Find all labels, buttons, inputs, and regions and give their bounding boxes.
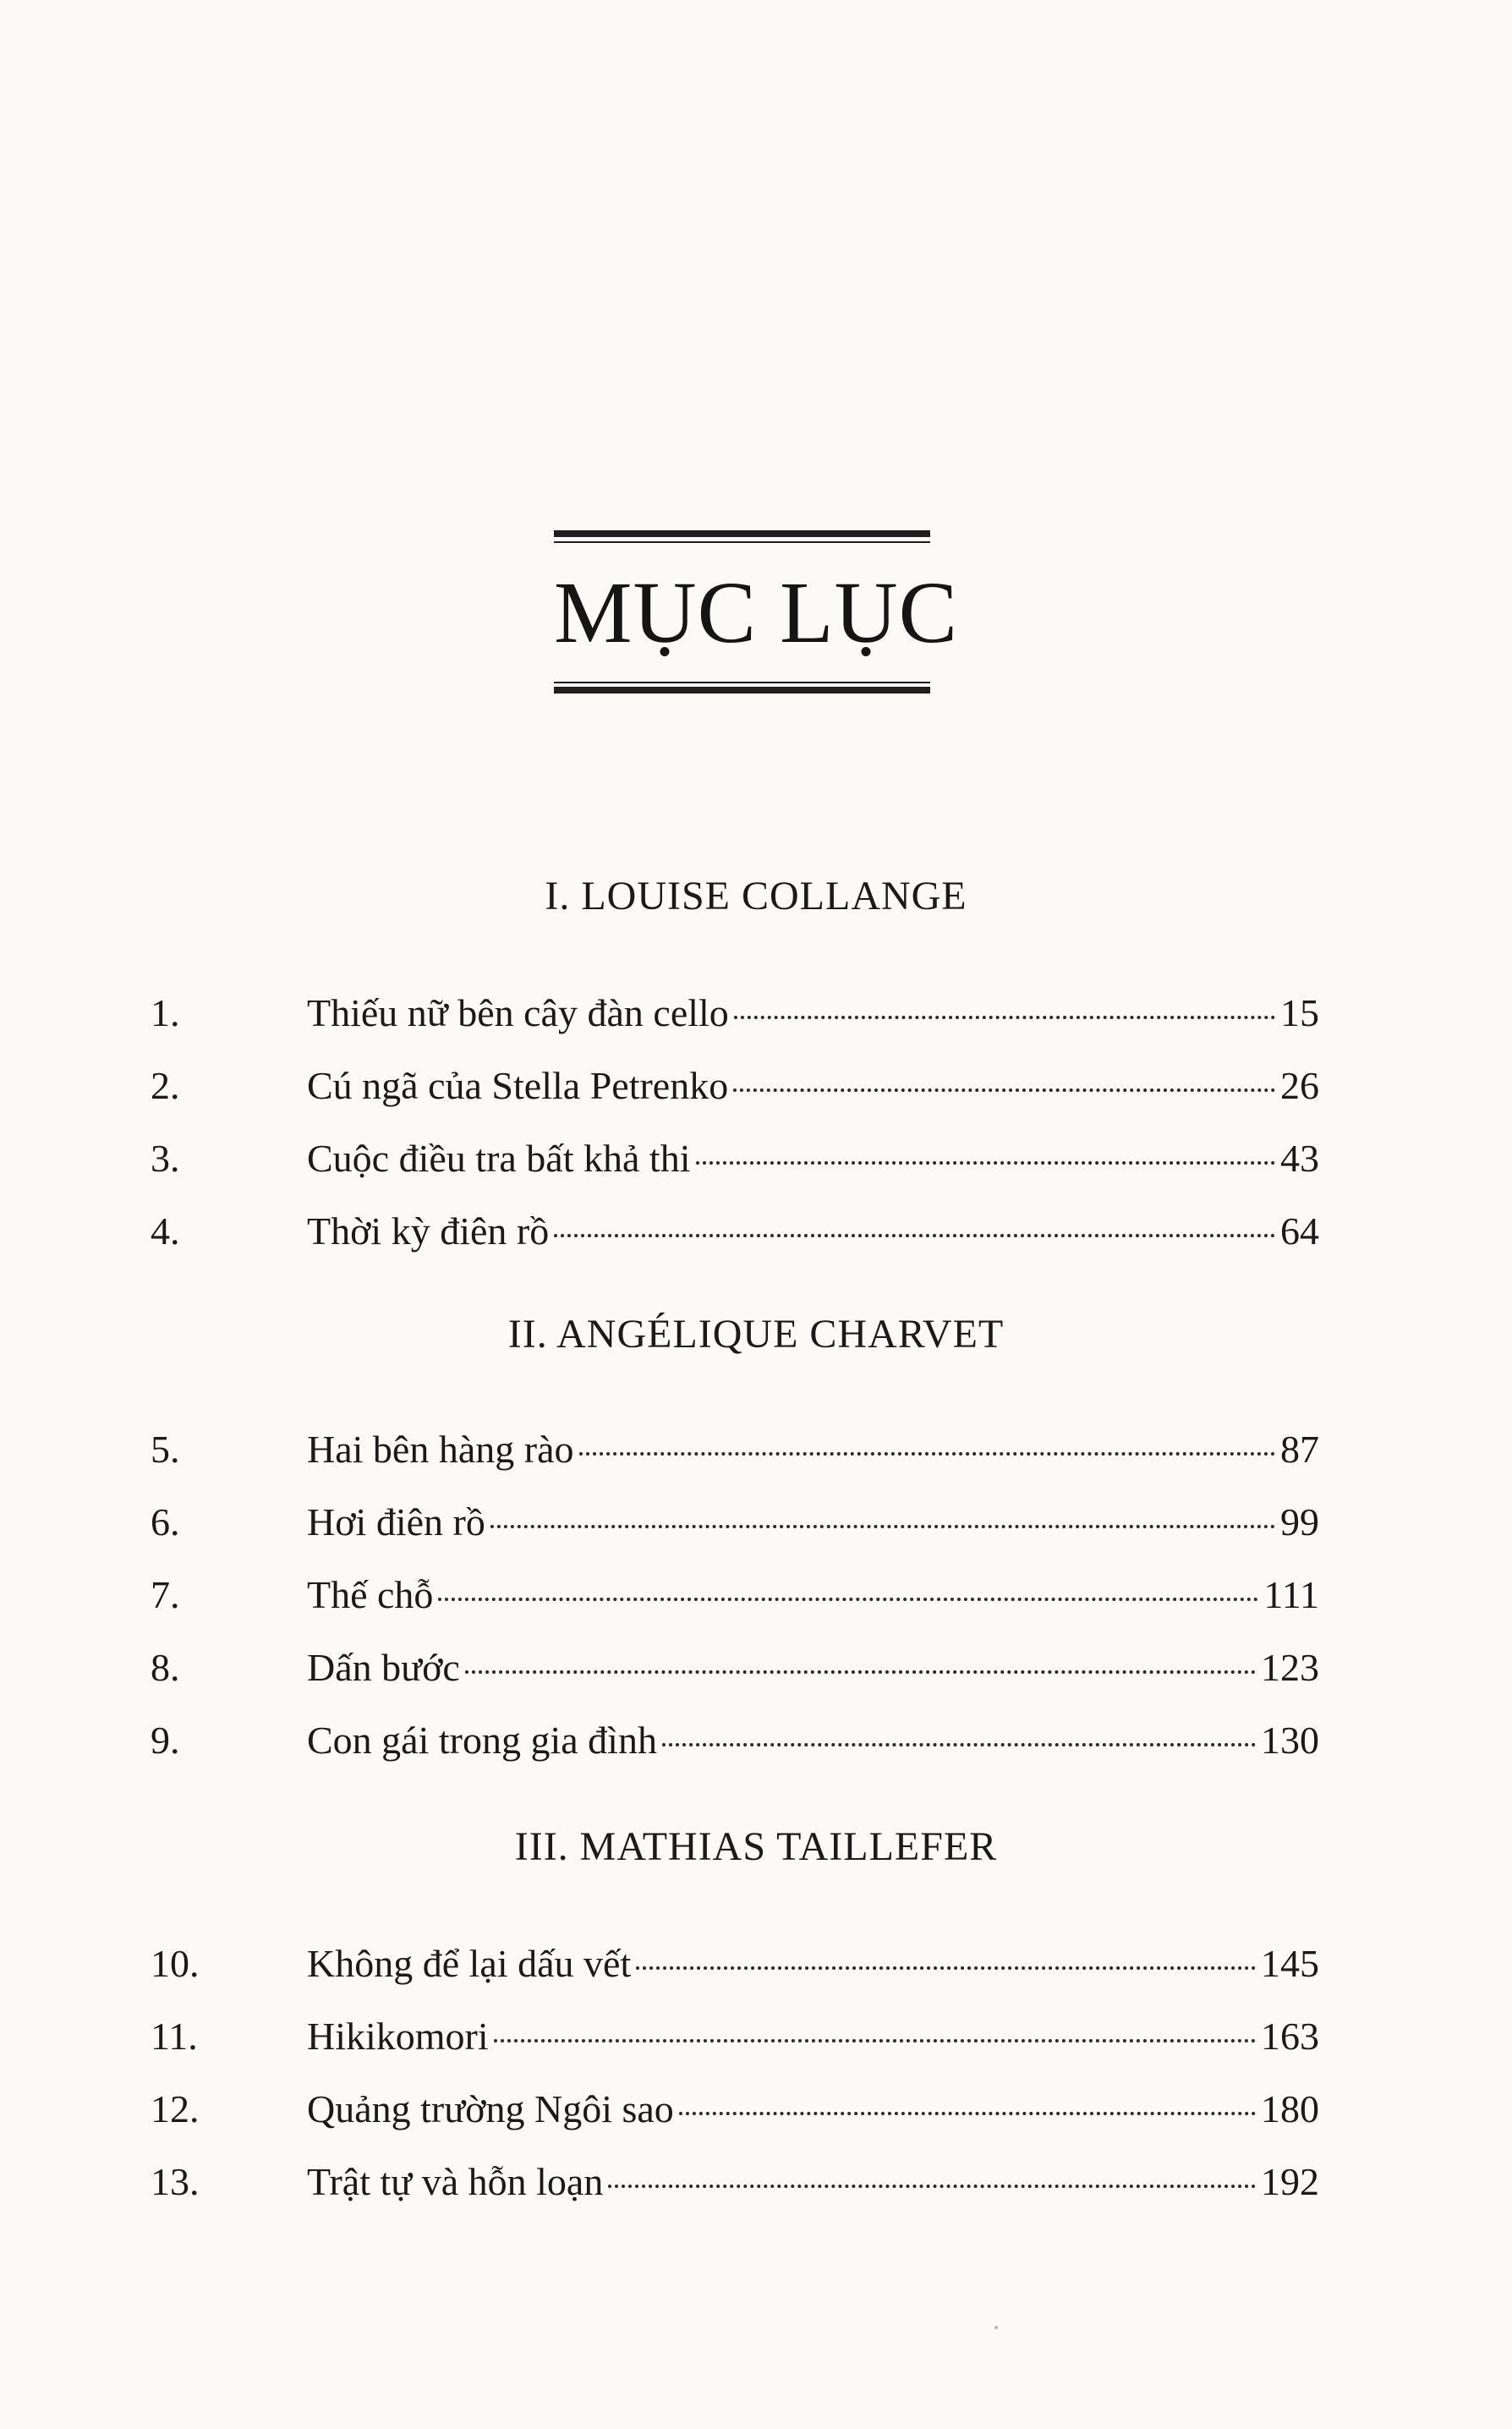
dot-leader <box>608 2185 1256 2188</box>
entry-page-number: 43 <box>1280 1137 1319 1180</box>
paper-speck <box>994 2326 998 2329</box>
entry-number: 12. <box>151 2087 200 2130</box>
entry-title: Cuộc điều tra bất khả thi <box>307 1137 691 1180</box>
entry-page-number: 64 <box>1280 1209 1319 1253</box>
entry-title: Hơi điên rồ <box>307 1500 485 1543</box>
toc-entry[interactable] <box>151 2011 1319 2062</box>
entry-page-number: 130 <box>1261 1719 1319 1762</box>
entry-number: 2. <box>151 1064 180 1107</box>
entry-title: Trật tự và hỗn loạn <box>307 2160 604 2203</box>
entry-number: 13. <box>151 2160 200 2203</box>
title-rule-top-thick <box>554 530 930 537</box>
title-rule-top-thin <box>554 541 930 543</box>
entry-title: Thời kỳ điên rồ <box>307 1209 550 1253</box>
entry-page-number: 87 <box>1280 1428 1319 1471</box>
entry-number: 7. <box>151 1573 180 1616</box>
section-heading-3: III. MATHIAS TAILLEFER <box>514 1824 998 1869</box>
page-title: MỤC LỤC <box>554 564 958 661</box>
dot-leader <box>579 1452 1276 1456</box>
dot-leader <box>733 1088 1275 1092</box>
entry-number: 4. <box>151 1209 180 1253</box>
entry-title: Hikikomori <box>307 2015 489 2058</box>
dot-leader <box>696 1161 1276 1165</box>
section-heading-1: I. LOUISE COLLANGE <box>545 874 967 918</box>
entry-page-number: 99 <box>1280 1500 1319 1543</box>
dot-leader <box>679 2112 1256 2115</box>
toc-entry[interactable] <box>151 1715 1319 1766</box>
toc-entry[interactable] <box>151 1424 1319 1475</box>
entry-number: 10. <box>151 1942 200 1985</box>
toc-entry[interactable] <box>151 1133 1319 1184</box>
dot-leader <box>734 1016 1275 1019</box>
entry-number: 5. <box>151 1428 180 1471</box>
toc-entry[interactable] <box>151 1938 1319 1989</box>
entry-title: Dấn bước <box>307 1646 460 1689</box>
entry-title: Cú ngã của Stella Petrenko <box>307 1064 729 1107</box>
entry-number: 9. <box>151 1719 180 1762</box>
entry-page-number: 145 <box>1261 1942 1319 1985</box>
entry-page-number: 111 <box>1263 1573 1319 1616</box>
toc-entry[interactable] <box>151 1642 1319 1693</box>
dot-leader <box>636 1966 1256 1970</box>
entry-page-number: 15 <box>1280 991 1319 1034</box>
toc-entry[interactable] <box>151 1497 1319 1548</box>
entry-number: 11. <box>151 2015 198 2058</box>
entry-number: 1. <box>151 991 180 1034</box>
section-heading-2: II. ANGÉLIQUE CHARVET <box>507 1312 1005 1357</box>
entry-page-number: 163 <box>1261 2015 1319 2058</box>
entry-number: 8. <box>151 1646 180 1689</box>
entry-title: Thế chỗ <box>307 1573 434 1616</box>
toc-entry[interactable] <box>151 2084 1319 2135</box>
dot-leader <box>490 1525 1275 1528</box>
entry-page-number: 123 <box>1261 1646 1319 1689</box>
toc-entry[interactable] <box>151 1570 1319 1620</box>
toc-entry[interactable] <box>151 1206 1319 1257</box>
dot-leader <box>662 1743 1256 1746</box>
dot-leader <box>438 1598 1258 1601</box>
entry-title: Không để lại dấu vết <box>307 1942 632 1985</box>
entry-page-number: 192 <box>1261 2160 1319 2203</box>
entry-title: Hai bên hàng rào <box>307 1428 574 1471</box>
entry-number: 3. <box>151 1137 180 1180</box>
toc-entry[interactable] <box>151 988 1319 1039</box>
title-rule-bottom-thick <box>554 687 930 694</box>
entry-page-number: 26 <box>1280 1064 1319 1107</box>
dot-leader <box>465 1670 1256 1674</box>
entry-number: 6. <box>151 1500 180 1543</box>
entry-title: Con gái trong gia đình <box>307 1719 657 1762</box>
toc-entry[interactable] <box>151 1061 1319 1111</box>
toc-entry[interactable] <box>151 2157 1319 2207</box>
dot-leader <box>494 2039 1256 2042</box>
dot-leader <box>554 1234 1275 1237</box>
entry-page-number: 180 <box>1261 2087 1319 2130</box>
entry-title: Quảng trường Ngôi sao <box>307 2087 674 2130</box>
entry-title: Thiếu nữ bên cây đàn cello <box>307 991 729 1034</box>
title-rule-bottom-thin <box>554 682 930 683</box>
